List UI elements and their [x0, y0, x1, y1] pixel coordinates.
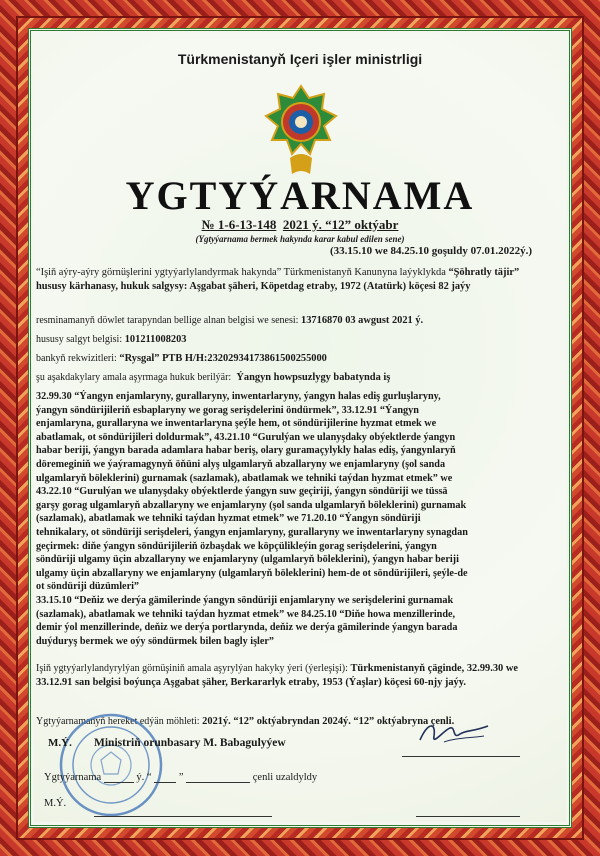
extension-month-blank — [186, 771, 250, 783]
bank-value: “Rysgal” PTB H/H:23202934173861500255000 — [119, 353, 327, 364]
intro-law-text: “Işiň aýry-aýry görnüşlerini ygtyýarlylandyrmak hakynda” Türkmenistanyň Kanunyna laýyklykda — [36, 267, 446, 278]
activity-detail-line: 33.15.10 “Deňiz we derýa gämilerinde ýangyn söndüriji enjamlaryny we serişdelerini gurnamak — [36, 594, 454, 606]
activity-value: Ýangyn howpsuzlygy babatynda iş — [236, 372, 391, 383]
registry-line — [36, 314, 536, 328]
tax-value: 101211008203 — [124, 334, 187, 345]
registry-label: resminamanyň döwlet tarapyndan bellige alnan belgisi we senesi: — [36, 315, 299, 326]
tax-label: hususy salgyt belgisi: — [36, 334, 123, 345]
state-emblem-icon — [260, 84, 342, 180]
extension-line — [44, 771, 317, 783]
license-number-date: 2021 ý. “12” oktýabr — [282, 217, 399, 232]
stamp-place-mp: M.Ý. — [48, 737, 72, 749]
activity-detail-line: (sazlamak), abatlamak we tehniki taýdan hyzmat etmek” we 84.25.10 “Diňe howa menzillerinde, — [36, 608, 456, 620]
intro-paragraph — [36, 266, 536, 294]
decision-date-note: (Ygtyýarnama bermek hakynda karar kabul edilen sene) — [195, 234, 405, 244]
certificate-sheet — [34, 34, 566, 822]
company-name-address: “Şöhratly täjir” hususy kärhanasy, hukuk salgysy: Aşgabat şäheri, Köpetdag etraby, 1972 (Atatürk) köçesi 82 jaýy — [36, 267, 520, 292]
bank-label: bankyň rekwizitleri: — [36, 353, 117, 364]
activity-detail-line: ulgamy üçin abzallaryny we enjamlaryny (ulgamlaryň böleklerini) hem-de ot söndürijileri, şeýle-de — [36, 567, 468, 579]
signature-line — [402, 756, 520, 757]
place-paragraph — [36, 662, 536, 690]
activity-detail-line: (sazlamak), abatlamak we tehniki taýdan hyzmat etmek” we 71.20.10 “Ýangyn söndüriji — [36, 513, 421, 525]
activity-detail-line: demir ýol menzillerinde, deňiz we derýa portlarynda, deňiz we derýa gämilerinde ýangyn barada — [36, 622, 458, 634]
activity-label: şu aşakdakylary amala aşyrmaga hukuk berilýär: — [36, 372, 232, 383]
footer-signature-line — [416, 816, 520, 817]
place-value-start: Türkmenistanyň — [350, 663, 425, 674]
validity-value: 2021ý. “12” oktýabryndan 2024ý. “12” oktýabryna çenli. — [202, 716, 455, 727]
footer-mp: M.Ý. — [44, 798, 67, 809]
activity-detail-line: ulgamlaryň böleklerini) gurnamak (sazlamak), abatlamak we tehniki taýdan hyzmat etmek” we — [36, 472, 453, 484]
place-value-rest: çäginde, 32.99.30 we 33.12.91 san belgisi boýunça Aşgabat şäher, Berkararlyk etraby, 1953 (Ýaşlar) köçesi 60-njy jaýy. — [36, 663, 518, 688]
activity-line — [36, 371, 536, 385]
activity-detail-line: garşy gorag ulgamlaryň abzallaryny we enjamlaryny (şol sanda ulgamlaryň böleklerini) gurnamak — [36, 499, 467, 511]
extension-label-mid1: ý. “ — [136, 772, 152, 783]
signatory-name: Ministriň orunbasary M. Babagulyýew — [94, 737, 286, 749]
extension-label-mid2: ” — [178, 772, 187, 783]
amendment-note: (33.15.10 we 84.25.10 goşuldy 07.01.2022ý.) — [330, 245, 532, 257]
activity-detail-line: 32.99.30 “Ýangyn enjamlaryny, gurallaryny, inwentarlaryny, ýangyn halas ediş gurluşlaryny, — [36, 391, 441, 402]
extension-label-start: Ygtyýarnama — [44, 772, 102, 783]
footer-name-line — [94, 816, 272, 817]
activity-detail-line: duýduryş bermek we oýy söndürmek bilen bagly işler” — [36, 635, 275, 647]
activity-detail-line: geçirmek: diňe ýangyn söndürijileriň özbaşdak we köpçülikleýin gorag serişdelerini, ýangyn — [36, 540, 437, 552]
activity-detail-line: 43.22.10 “Gurulýan we ulanyşdaky obýektlerde ýangyn suw geçiriji, ýangyn söndüriji we tüssä — [36, 486, 448, 498]
activity-detail-line: ýangyn söndürijileriň esbaplaryny we gorag serişdelerini öndürmek”, 33.12.91 “Ýangyn — [36, 404, 419, 416]
activity-detail-line: ot söndüriji düzümleri” — [36, 581, 140, 593]
activity-detail-line: söndüriji ulgamy üçin abzallaryny we enjamlaryny (ulgamlaryň böleklerini), ýangyn habar beriji — [36, 554, 459, 566]
place-label: Işiň ygtyýarlylandyrylýan görnüşiniň amala aşyrylýan hakyky ýeri (ýerleşişi): — [36, 663, 348, 674]
license-number — [34, 217, 566, 233]
official-stamp-icon — [56, 710, 166, 820]
activity-detail-line: habar beriji, ýangyn barada adamlara habar beriş, olary guramaçylykly halas ediş, ýangynlaryň — [36, 445, 456, 457]
ministry-name: Türkmenistanyň Içeri işler ministrligi — [177, 51, 423, 67]
tax-line — [36, 333, 536, 347]
registry-value: 13716870 03 awgust 2021 ý. — [301, 315, 424, 326]
extension-year-blank — [104, 771, 134, 783]
activity-detail-line: abatlamak, ot söndürijileri doldurmak”, 43.21.10 “Gurulýan we ulanyşdaky obýektlerde ýangyn — [36, 431, 456, 443]
signature-icon — [414, 712, 494, 752]
license-number-prefix: № 1-6-13-148 — [201, 217, 277, 232]
extension-label-end: çenli uzaldyldy — [252, 772, 318, 783]
bank-line — [36, 352, 536, 366]
validity-label: Ygtyýarnamanyň hereket edýän möhleti: — [36, 716, 200, 727]
extension-day-blank — [154, 771, 176, 783]
document-title: YGTYÝARNAMA — [125, 173, 475, 218]
activity-detail-line: döremeginiň we ýaýramagynyň öňüni alyş ulgamlaryň abzallaryny we enjamlaryny (şol sanda — [36, 458, 446, 470]
activity-details — [36, 390, 536, 648]
activity-detail-line: enjamlaryna, gurallaryna we inwentarlaryna şeýle hem, ot söndürijilerine hyzmat etmek we — [36, 418, 437, 430]
activity-detail-line: tehnikalary, ot söndüriji serişdeleri, ýangyn enjamlaryny, gurallaryny we inwentarlaryny synagdan — [36, 526, 468, 538]
